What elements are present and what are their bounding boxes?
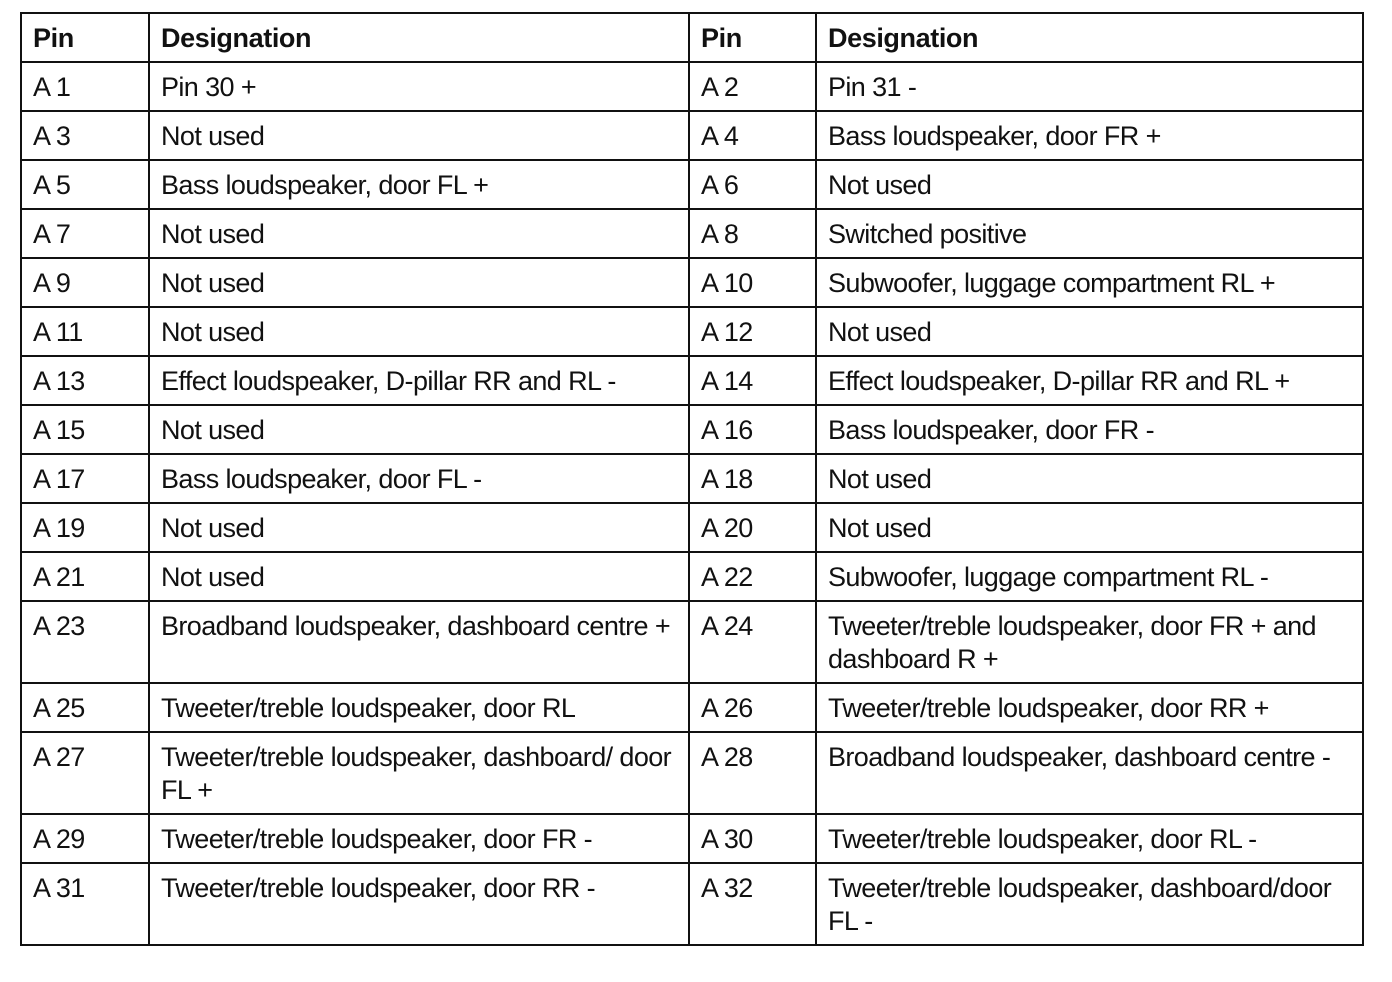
designation-right: Not used: [816, 307, 1363, 356]
pin-left: A 21: [21, 552, 149, 601]
pin-right: A 32: [689, 863, 816, 945]
pin-left: A 15: [21, 405, 149, 454]
pin-right: A 18: [689, 454, 816, 503]
pin-right: A 20: [689, 503, 816, 552]
designation-left: Effect loudspeaker, D-pillar RR and RL -: [149, 356, 689, 405]
pin-left: A 25: [21, 683, 149, 732]
designation-left: Tweeter/treble loudspeaker, dashboard/ door FL +: [149, 732, 689, 814]
pin-right: A 28: [689, 732, 816, 814]
designation-left: Not used: [149, 405, 689, 454]
designation-left: Bass loudspeaker, door FL +: [149, 160, 689, 209]
header-designation-right: Designation: [816, 13, 1363, 62]
designation-right: Not used: [816, 454, 1363, 503]
pin-left: A 13: [21, 356, 149, 405]
table-row: [21, 209, 1363, 258]
pin-right: A 22: [689, 552, 816, 601]
designation-right: Bass loudspeaker, door FR +: [816, 111, 1363, 160]
table-row: [21, 454, 1363, 503]
designation-right: Bass loudspeaker, door FR -: [816, 405, 1363, 454]
designation-right: Effect loudspeaker, D-pillar RR and RL +: [816, 356, 1363, 405]
pin-left: A 3: [21, 111, 149, 160]
table-row: [21, 405, 1363, 454]
designation-left: Bass loudspeaker, door FL -: [149, 454, 689, 503]
table-row: [21, 356, 1363, 405]
table-row: [21, 62, 1363, 111]
designation-left: Not used: [149, 503, 689, 552]
table-row: [21, 160, 1363, 209]
designation-left: Not used: [149, 552, 689, 601]
designation-right: Tweeter/treble loudspeaker, door FR + and dashboard R +: [816, 601, 1363, 683]
pin-right: A 4: [689, 111, 816, 160]
pin-left: A 27: [21, 732, 149, 814]
table-row: [21, 814, 1363, 863]
designation-left: Tweeter/treble loudspeaker, door RR -: [149, 863, 689, 945]
header-pin-left: Pin: [21, 13, 149, 62]
pin-right: A 6: [689, 160, 816, 209]
pin-left: A 23: [21, 601, 149, 683]
designation-right: Subwoofer, luggage compartment RL -: [816, 552, 1363, 601]
table-row: [21, 601, 1363, 683]
designation-right: Tweeter/treble loudspeaker, door RR +: [816, 683, 1363, 732]
pin-right: A 14: [689, 356, 816, 405]
pin-right: A 24: [689, 601, 816, 683]
designation-left: Broadband loudspeaker, dashboard centre +: [149, 601, 689, 683]
designation-right: Pin 31 -: [816, 62, 1363, 111]
table-row: [21, 863, 1363, 945]
pin-left: A 1: [21, 62, 149, 111]
table-row: [21, 732, 1363, 814]
pin-right: A 30: [689, 814, 816, 863]
pin-right: A 12: [689, 307, 816, 356]
table-row: [21, 683, 1363, 732]
designation-right: Switched positive: [816, 209, 1363, 258]
pin-left: A 5: [21, 160, 149, 209]
table-row: [21, 307, 1363, 356]
pin-right: A 2: [689, 62, 816, 111]
pin-right: A 16: [689, 405, 816, 454]
pin-left: A 31: [21, 863, 149, 945]
header-designation-left: Designation: [149, 13, 689, 62]
pin-left: A 9: [21, 258, 149, 307]
pin-left: A 17: [21, 454, 149, 503]
pin-left: A 11: [21, 307, 149, 356]
table-row: [21, 258, 1363, 307]
pin-assignment-table: [20, 12, 1364, 946]
table-row: [21, 503, 1363, 552]
pin-left: A 29: [21, 814, 149, 863]
designation-left: Not used: [149, 209, 689, 258]
designation-right: Not used: [816, 160, 1363, 209]
pin-left: A 19: [21, 503, 149, 552]
pin-left: A 7: [21, 209, 149, 258]
designation-left: Not used: [149, 307, 689, 356]
designation-left: Not used: [149, 258, 689, 307]
designation-right: Broadband loudspeaker, dashboard centre -: [816, 732, 1363, 814]
designation-left: Tweeter/treble loudspeaker, door RL: [149, 683, 689, 732]
table-row: [21, 111, 1363, 160]
pin-right: A 8: [689, 209, 816, 258]
designation-right: Tweeter/treble loudspeaker, dashboard/door FL -: [816, 863, 1363, 945]
designation-right: Subwoofer, luggage compartment RL +: [816, 258, 1363, 307]
pin-right: A 10: [689, 258, 816, 307]
designation-right: Tweeter/treble loudspeaker, door RL -: [816, 814, 1363, 863]
designation-right: Not used: [816, 503, 1363, 552]
pin-right: A 26: [689, 683, 816, 732]
designation-left: Tweeter/treble loudspeaker, door FR -: [149, 814, 689, 863]
header-pin-right: Pin: [689, 13, 816, 62]
designation-left: Pin 30 +: [149, 62, 689, 111]
designation-left: Not used: [149, 111, 689, 160]
header-row: [21, 13, 1363, 62]
table-row: [21, 552, 1363, 601]
